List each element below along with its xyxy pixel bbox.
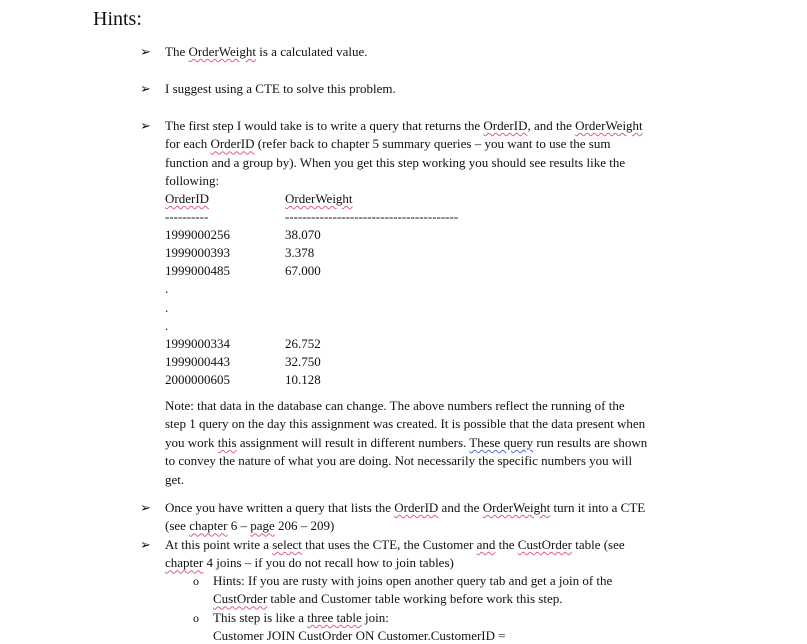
ellipsis-dot: . [165, 300, 169, 315]
sub-bullet-circle-icon: o [193, 574, 199, 588]
bullet-arrow-icon: ➢ [140, 44, 151, 59]
ellipsis-dot: . [165, 281, 169, 296]
cutoff-line: Customer JOIN CustOrder ON Customer.CustomerID = [213, 628, 506, 643]
col-header-orderweight: OrderWeight [285, 191, 353, 206]
table-row-weight: 32.750 [285, 354, 321, 369]
table-row-weight: 26.752 [285, 336, 321, 351]
bullet-arrow-icon: ➢ [140, 118, 151, 133]
table-row-id: 1999000334 [165, 336, 230, 351]
table-row-id: 1999000393 [165, 245, 230, 260]
table-row-id: 1999000256 [165, 227, 230, 242]
hint-1: The OrderWeight is a calculated value. [165, 44, 368, 59]
hint-4: Once you have written a query that lists the OrderID and the OrderWeight turn it into a CTE (see chapter 6 – page 206 – 209) [165, 500, 646, 534]
divider-2: ---------------------------------------- [285, 209, 459, 224]
table-row-id: 2000000605 [165, 372, 230, 387]
bullet-arrow-icon: ➢ [140, 81, 151, 96]
table-row-weight: 38.070 [285, 227, 321, 242]
hint-3: The first step I would take is to write a query that returns the OrderID, and the OrderWeight for each OrderID (refer back to chapter 5 summary queries – you want to use the sum function and a group by). When you get this step working you should see results like the following: [165, 118, 643, 189]
bullet-arrow-icon: ➢ [140, 500, 151, 515]
divider-1: ---------- [165, 209, 209, 224]
note-paragraph: Note: that data in the database can change. The above numbers reflect the running of the step 1 query on the day this assignment was created. It is possible that the data present when you work this assignment will result in different numbers. These query run results are shown to convey the nature of what you are doing. Not necessarily the specific numbers you will get. [165, 398, 648, 487]
table-row-weight: 67.000 [285, 263, 321, 278]
table-row-id: 1999000485 [165, 263, 230, 278]
hint-5: At this point write a select that uses the CTE, the Customer and the CustOrder table (see chapter 4 joins – if you do not recall how to join tables) [165, 537, 625, 571]
sub-hint-1: Hints: If you are rusty with joins open another query tab and get a join of the CustOrder table and Customer table working before work this step. [213, 573, 613, 607]
hint-2: I suggest using a CTE to solve this problem. [165, 81, 396, 96]
sub-bullet-circle-icon: o [193, 611, 199, 625]
hints-heading: Hints: [93, 8, 142, 30]
col-header-orderid: OrderID [165, 191, 210, 206]
table-row-weight: 3.378 [285, 245, 315, 260]
ellipsis-dot: . [165, 318, 169, 333]
sub-hint-2: This step is like a three table join: [213, 610, 389, 625]
table-row-weight: 10.128 [285, 372, 321, 387]
bullet-arrow-icon: ➢ [140, 537, 151, 552]
table-row-id: 1999000443 [165, 354, 230, 369]
